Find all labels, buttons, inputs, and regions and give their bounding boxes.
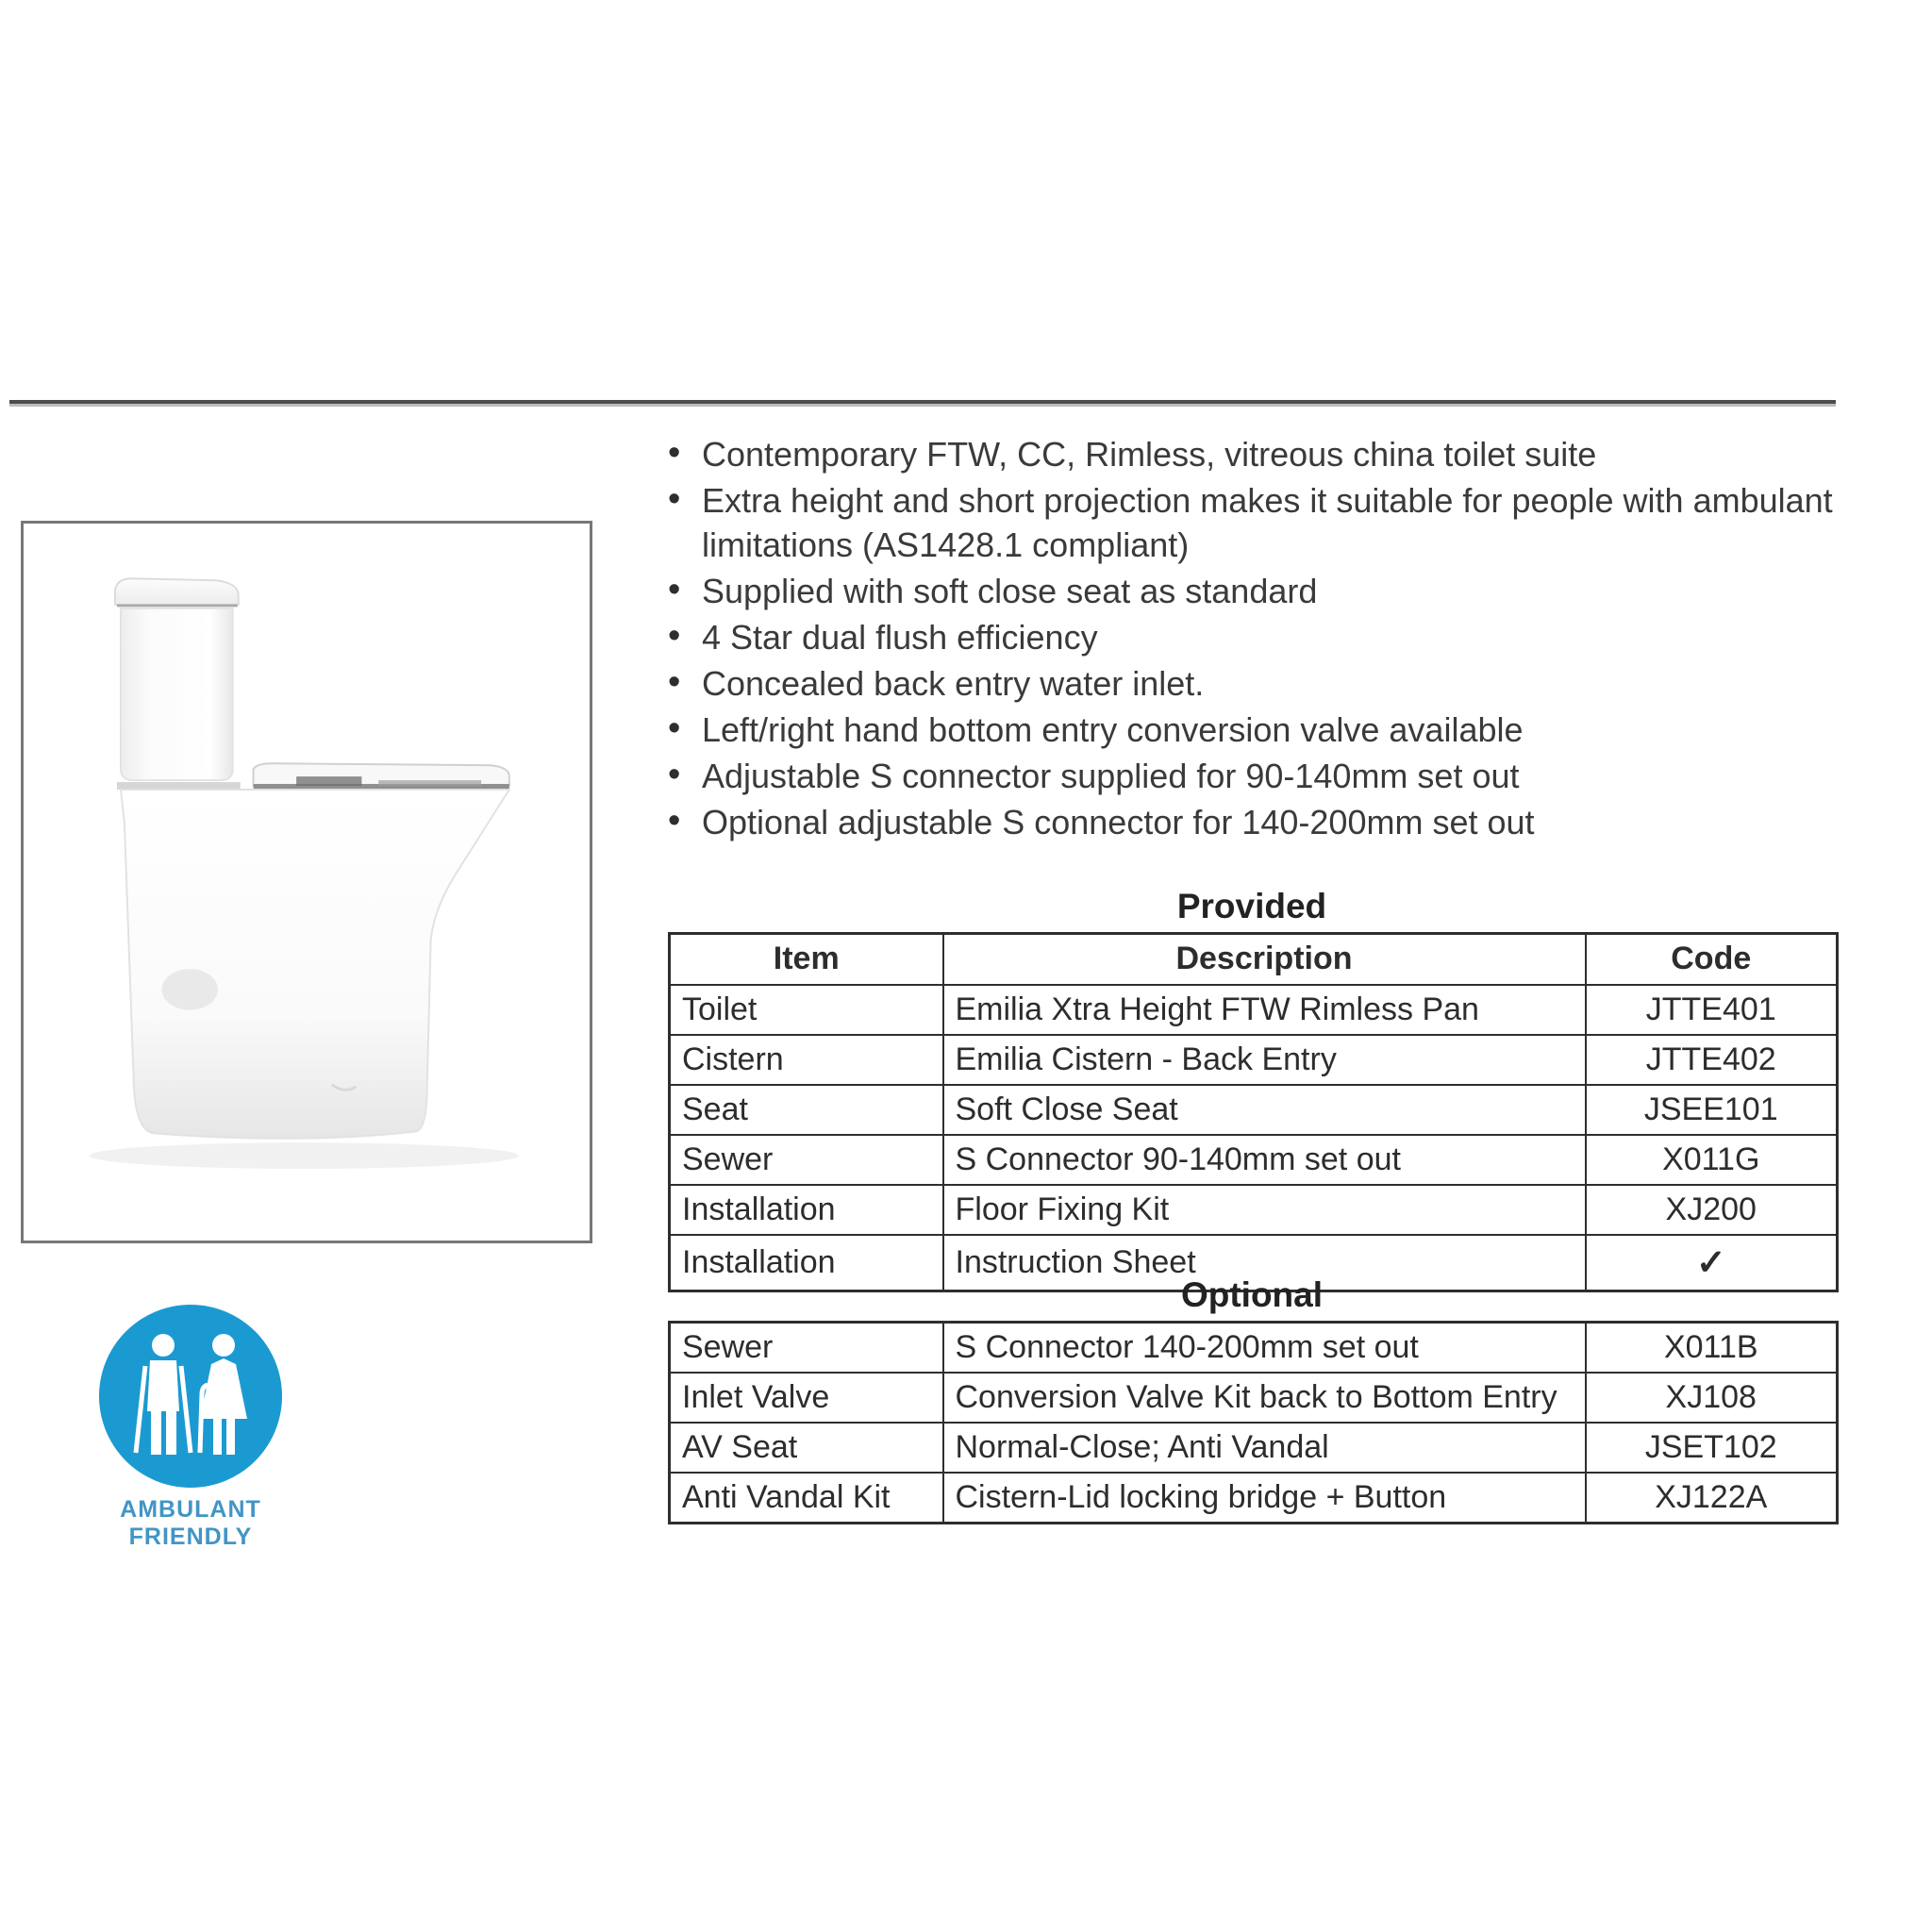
provided-table bbox=[668, 932, 1839, 1292]
badge-caption-line2: FRIENDLY bbox=[128, 1524, 253, 1550]
table-row bbox=[670, 1373, 1838, 1423]
optional-table bbox=[668, 1321, 1839, 1524]
feature-bullet-item: • Adjustable S connector supplied for 90-140mm set out bbox=[702, 754, 1877, 798]
table-row bbox=[670, 985, 1838, 1035]
table-row bbox=[670, 1323, 1838, 1374]
description-cell: Cistern-Lid locking bridge + Button bbox=[943, 1473, 1586, 1524]
feature-bullet-item: • Supplied with soft close seat as standard bbox=[702, 569, 1877, 613]
code-cell: XJ108 bbox=[1586, 1373, 1838, 1423]
description-cell: Soft Close Seat bbox=[943, 1085, 1586, 1135]
ambulant-friendly-icon bbox=[96, 1302, 285, 1491]
item-cell: AV Seat bbox=[670, 1423, 943, 1473]
toilet-side-view-icon bbox=[24, 524, 590, 1241]
code-cell: JSET102 bbox=[1586, 1423, 1838, 1473]
description-cell: S Connector 90-140mm set out bbox=[943, 1135, 1586, 1185]
feature-bullet-item: • Concealed back entry water inlet. bbox=[702, 661, 1877, 706]
item-cell: Cistern bbox=[670, 1035, 943, 1085]
description-cell: Emilia Cistern - Back Entry bbox=[943, 1035, 1586, 1085]
feature-bullet-item: • 4 Star dual flush efficiency bbox=[702, 615, 1877, 659]
item-cell: Inlet Valve bbox=[670, 1373, 943, 1423]
code-cell: X011G bbox=[1586, 1135, 1838, 1185]
code-cell: ✓ bbox=[1586, 1235, 1838, 1291]
description-cell: Conversion Valve Kit back to Bottom Entry bbox=[943, 1373, 1586, 1423]
product-image-frame bbox=[21, 521, 592, 1243]
code-cell: JSEE101 bbox=[1586, 1085, 1838, 1135]
item-cell: Seat bbox=[670, 1085, 943, 1135]
table-row bbox=[670, 1085, 1838, 1135]
feature-bullet-item: • Extra height and short projection makes it suitable for people with ambulant limitations (AS1428.1 compliant) bbox=[702, 478, 1877, 567]
optional-section-title: Optional bbox=[1180, 1275, 1324, 1314]
feature-bullet-item: • Optional adjustable S connector for 140-200mm set out bbox=[702, 800, 1877, 844]
description-cell: S Connector 140-200mm set out bbox=[943, 1323, 1586, 1374]
column-header-code: Code bbox=[1586, 934, 1838, 985]
description-cell: Instruction Sheet bbox=[943, 1235, 1586, 1291]
feature-bullet-item: • Left/right hand bottom entry conversion valve available bbox=[702, 708, 1877, 752]
item-cell: Toilet bbox=[670, 985, 943, 1035]
table-row bbox=[670, 1423, 1838, 1473]
code-cell: JTTE402 bbox=[1586, 1035, 1838, 1085]
badge-caption bbox=[91, 1496, 291, 1551]
code-cell: XJ122A bbox=[1586, 1473, 1838, 1524]
top-divider-rule bbox=[9, 400, 1836, 407]
table-row bbox=[670, 1473, 1838, 1524]
description-cell: Normal-Close; Anti Vandal bbox=[943, 1423, 1586, 1473]
feature-bullet-item: • Contemporary FTW, CC, Rimless, vitreous china toilet suite bbox=[702, 432, 1877, 476]
column-header-description: Description bbox=[943, 934, 1586, 985]
ambulant-friendly-badge bbox=[91, 1302, 291, 1551]
item-cell: Installation bbox=[670, 1235, 943, 1291]
column-header-item: Item bbox=[670, 934, 943, 985]
item-cell: Sewer bbox=[670, 1135, 943, 1185]
code-cell: X011B bbox=[1586, 1323, 1838, 1374]
badge-caption-line1: AMBULANT bbox=[120, 1496, 261, 1523]
code-cell: XJ200 bbox=[1586, 1185, 1838, 1235]
feature-list bbox=[660, 432, 1877, 846]
table-row bbox=[670, 1035, 1838, 1085]
item-cell: Anti Vandal Kit bbox=[670, 1473, 943, 1524]
table-row bbox=[670, 1135, 1838, 1185]
table-row bbox=[670, 1185, 1838, 1235]
code-cell: JTTE401 bbox=[1586, 985, 1838, 1035]
provided-section-title: Provided bbox=[1176, 887, 1327, 925]
item-cell: Sewer bbox=[670, 1323, 943, 1374]
provided-header-row bbox=[670, 934, 1838, 985]
item-cell: Installation bbox=[670, 1185, 943, 1235]
description-cell: Emilia Xtra Height FTW Rimless Pan bbox=[943, 985, 1586, 1035]
description-cell: Floor Fixing Kit bbox=[943, 1185, 1586, 1235]
